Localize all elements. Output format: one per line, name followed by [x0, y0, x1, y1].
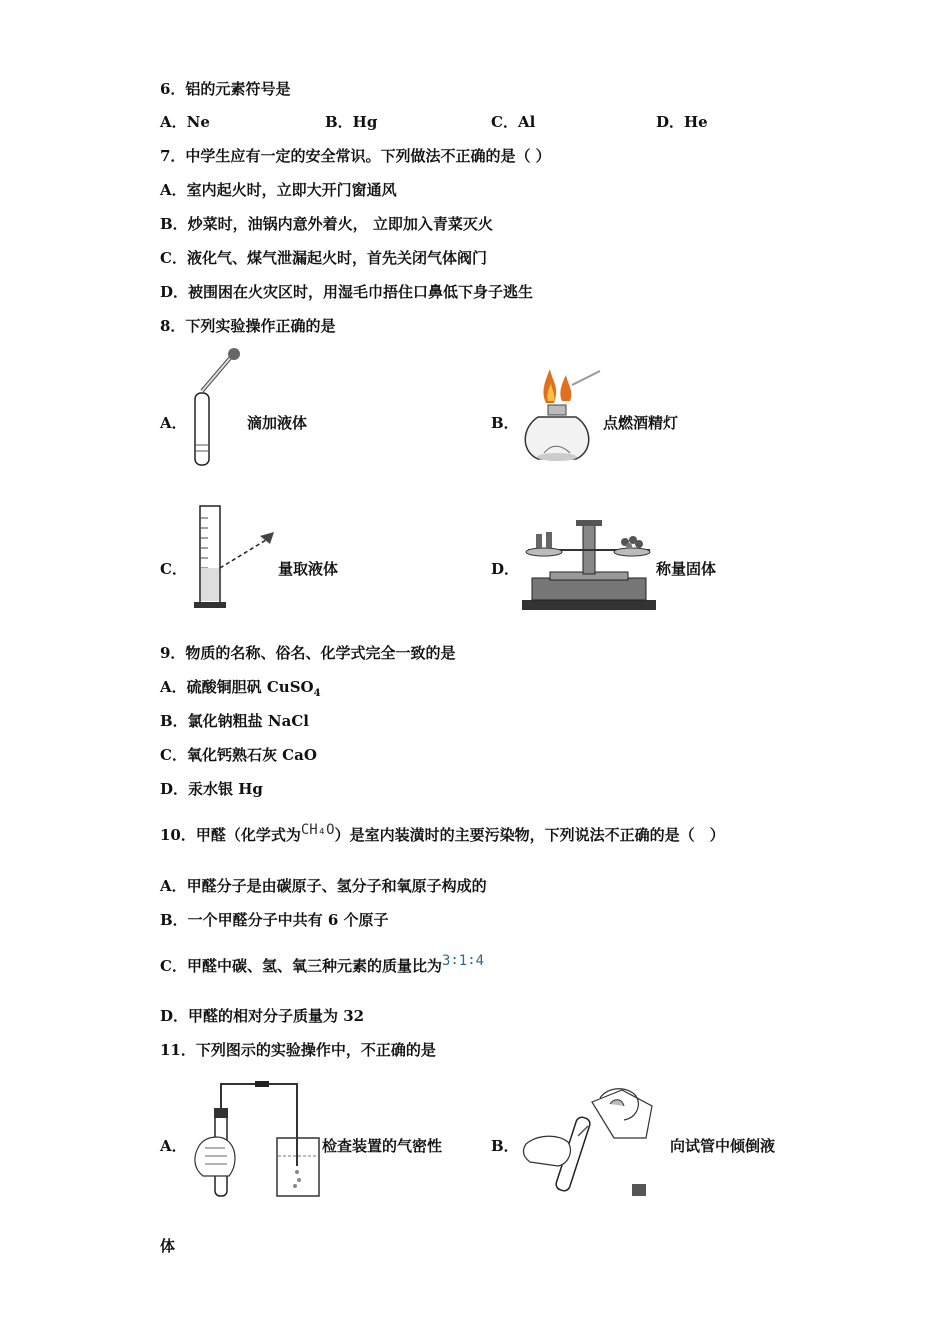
q10-stem-pre: 10．甲醛（化学式为 — [160, 826, 301, 844]
q7-stem: 7．中学生应有一定的安全常识。下列做法不正确的是（ ） — [160, 147, 551, 165]
q10-stem — [160, 824, 725, 845]
q11-option-b-caption-continuation: 体 — [160, 1237, 176, 1255]
q8-option-b-caption: 点燃酒精灯 — [603, 414, 679, 432]
q8-option-b-letter: B． — [491, 414, 519, 432]
q10-option-c — [160, 955, 484, 976]
q6-stem: 6．铝的元素符号是 — [160, 80, 291, 98]
airtightness-check-figure — [185, 1076, 325, 1201]
q8-option-a-letter: A． — [160, 414, 187, 432]
q7-option-b: B．炒菜时，油锅内意外着火， 立即加入青菜灭火 — [160, 215, 493, 233]
q10-stem-post: ）是室内装潢时的主要污染物，下列说法不正确的是（ ） — [334, 826, 725, 844]
q10-option-b: B．一个甲醛分子中共有 6 个原子 — [160, 911, 389, 929]
q11-option-a-caption: 检查装置的气密性 — [322, 1137, 443, 1155]
q9-option-a-subscript: 4 — [313, 688, 321, 699]
q7-option-d: D．被围困在火灾区时，用湿毛巾捂住口鼻低下身子逃生 — [160, 283, 534, 301]
pouring-liquid-figure — [518, 1082, 663, 1200]
q8-option-c-caption: 量取液体 — [278, 560, 339, 578]
graduated-cylinder-figure — [190, 502, 285, 614]
q6-option-b: B．Hg — [325, 113, 378, 131]
q10-option-c-ratio: 3∶1∶4 — [441, 953, 485, 969]
q11-option-b-caption: 向试管中倾倒液 — [670, 1137, 776, 1155]
q9-option-c: C．氧化钙熟石灰 CaO — [160, 746, 317, 764]
q10-option-d: D．甲醛的相对分子质量为 32 — [160, 1007, 365, 1025]
q6-option-c: C．Al — [491, 113, 536, 131]
dropper-test-tube-figure — [185, 345, 245, 470]
q11-stem: 11．下列图示的实验操作中，不正确的是 — [160, 1041, 436, 1059]
q8-option-c-letter: C． — [160, 560, 187, 578]
q10-option-c-text: C．甲醛中碳、氢、氧三种元素的质量比为 — [160, 957, 442, 975]
q8-stem: 8．下列实验操作正确的是 — [160, 317, 336, 335]
q7-option-c: C．液化气、煤气泄漏起火时，首先关闭气体阀门 — [160, 249, 487, 267]
q9-option-a-text: A．硫酸铜胆矾 CuSO — [160, 678, 314, 696]
q6-option-d: D．He — [656, 113, 708, 131]
q10-formula: CH₄O — [300, 822, 335, 838]
q6-option-a: A．Ne — [160, 113, 210, 131]
q11-option-a-letter: A． — [160, 1137, 187, 1155]
q9-option-a — [160, 676, 321, 699]
q8-option-d-letter: D． — [491, 560, 520, 578]
q9-option-d: D．汞水银 Hg — [160, 780, 263, 798]
q11-option-b-letter: B． — [491, 1137, 519, 1155]
q9-option-b: B．氯化钠粗盐 NaCl — [160, 712, 309, 730]
q9-stem: 9．物质的名称、俗名、化学式完全一致的是 — [160, 644, 456, 662]
q7-option-a: A．室内起火时，立即大开门窗通风 — [160, 181, 397, 199]
q8-option-d-caption: 称量固体 — [656, 560, 717, 578]
q8-option-a-caption: 滴加液体 — [247, 414, 308, 432]
q10-option-a: A．甲醛分子是由碳原子、氢分子和氧原子构成的 — [160, 877, 487, 895]
alcohol-lamp-figure — [518, 365, 603, 467]
balance-scale-figure — [520, 516, 658, 612]
